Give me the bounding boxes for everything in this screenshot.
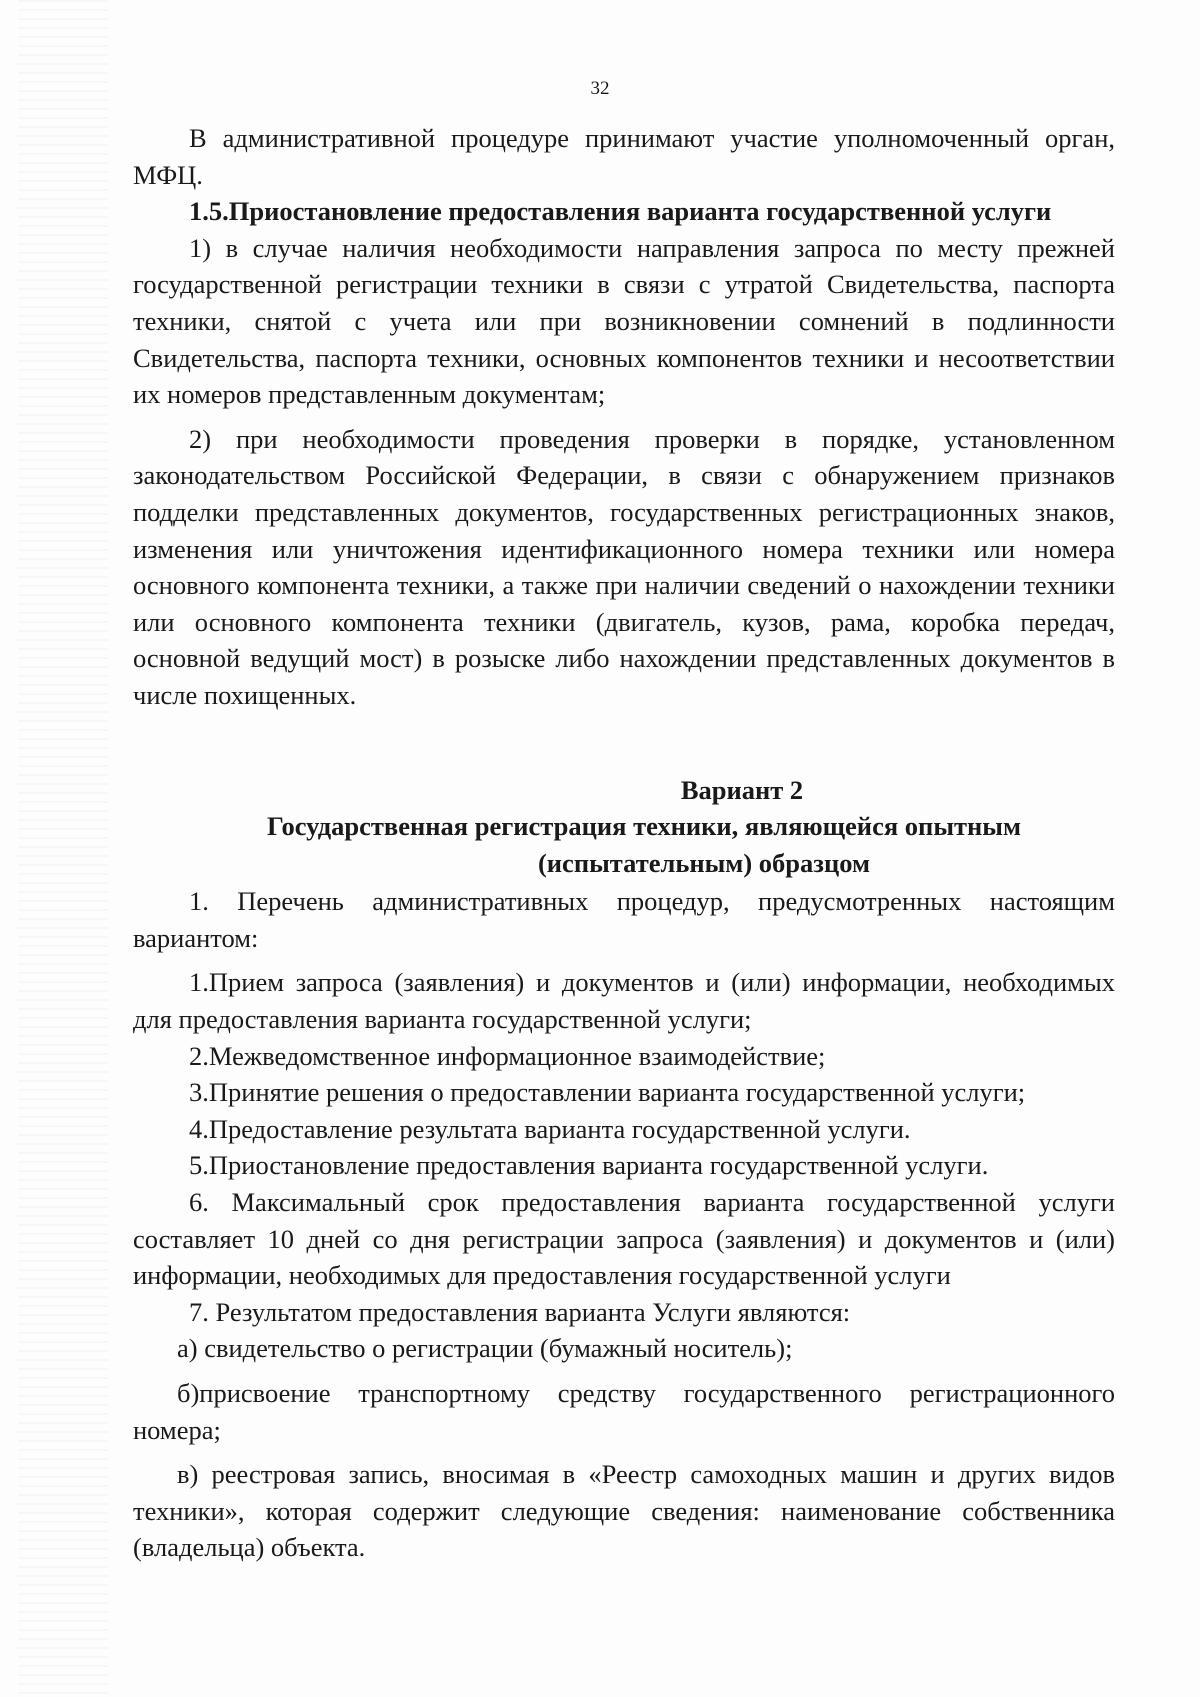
variant-subtitle-line1: Государственная регистрация техники, являющейся опытным [266, 811, 1022, 842]
paragraph: 1. Перечень административных процедур, предусмотренных настоящим вариантом: [133, 886, 1115, 953]
document-body [133, 120, 1115, 1566]
list-item: 2.Межведомственное информационное взаимодействие; [189, 1040, 826, 1071]
variant-subtitle-line2: (испытательным) образцом [537, 847, 871, 878]
list-item: 1.Прием запроса (заявления) и документов и (или) информации, необходимых для предоставления варианта государственной услуги; [133, 967, 1115, 1035]
scan-artifact [18, 0, 108, 1697]
paragraph: 6. Максимальный срок предоставления варианта государственной услуги составляет 10 дней со дня регистрации запроса (заявления) и документов и (или) информации, необходимых для предоставления государственной услуги [133, 1187, 1115, 1291]
list-item: 4.Предоставление результата варианта государственной услуги. [189, 1113, 911, 1144]
page-number: 32 [590, 78, 610, 99]
paragraph: 1) в случае наличия необходимости направления запроса по месту прежней государственной регистрации техники в связи с утратой Свидетельства, паспорта техники, снятой с учета или при возникновении сомнений в подлинности Свидетельства, паспорта техники, основных компонентов техники и несоответствии их номеров представленным документам; [133, 232, 1115, 410]
paragraph: 7. Результатом предоставления варианта Услуги являются: [189, 1296, 851, 1327]
list-item: в) реестровая запись, вносимая в «Реестр самоходных машин и других видов техники», которая содержит следующие сведения: наименование собственника (владельца) объекта. [133, 1459, 1115, 1563]
list-item: б)присвоение транспортному средству государственного регистрационного номера; [133, 1378, 1115, 1445]
list-item: 3.Принятие решения о предоставлении варианта государственной услуги; [189, 1077, 1026, 1108]
variant-heading [133, 772, 1115, 882]
paragraph: В административной процедуре принимают участие уполномоченный орган, МФЦ. [133, 123, 1115, 190]
paragraph: 2) при необходимости проведения проверки в порядке, установленном законодательством Российской Федерации, в связи с обнаружением признаков подделки представленных документов, государственных регистрационных знаков, изменения или уничтожения идентификационного номера техники или номера основного компонента техники, а также при наличии сведений о нахождении техники или основного компонента техники (двигатель, кузов, рама, коробка передач, основной ведущий мост) в розыске либо нахождении представленных документов в числе похищенных. [133, 423, 1115, 710]
variant-title: Вариант 2 [680, 774, 804, 805]
section-heading: 1.5.Приостановление предоставления варианта государственной услуги [189, 196, 1052, 227]
list-item: а) свидетельство о регистрации (бумажный носитель); [177, 1333, 793, 1364]
list-item: 5.Приостановление предоставления варианта государственной услуги. [189, 1150, 989, 1181]
